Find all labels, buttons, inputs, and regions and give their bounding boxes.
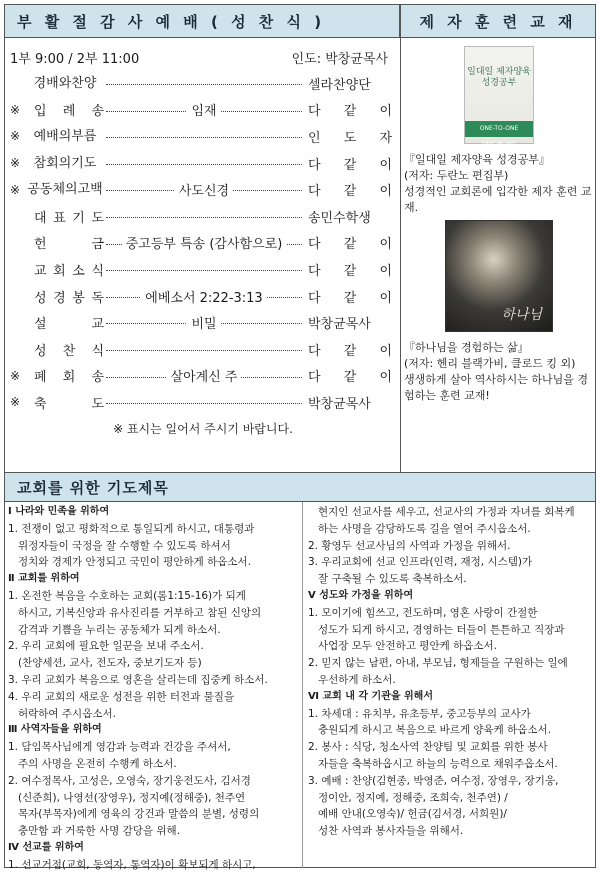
prayer-line: 1. 온전한 복음을 수호하는 교회(롬1:15-16)가 되게 [8,589,246,602]
order-item-name [30,77,100,90]
order-item-char: 성 [34,343,47,359]
order-item-content-text: 임재 [187,104,220,119]
order-item-char: 성 [34,290,47,306]
order-person-char: 같 [343,157,357,173]
prayer-line: 위정자들이 국정을 잘 수행할 수 있도록 하셔서 [18,539,231,552]
stand-mark: ※ [10,395,21,410]
order-item-name [34,233,104,252]
order-item-char: 의 [58,128,72,144]
leader-dots [106,403,302,404]
order-item-char: 와 [58,75,72,91]
order-person-char: 같 [343,370,357,386]
prayer-line: 성찬 사역과 봉사자들을 위해서. [318,825,464,838]
order-item-char: 독 [91,290,104,306]
book-2-desc: 생생하게 살아 역사하시는 하나님을 경험하는 훈련 교재! [404,373,589,402]
prayer-line: 잘 구축될 수 있도록 축복하소서. [318,573,467,586]
stand-mark: ※ [10,102,21,117]
order-item-char: 입 [34,104,47,120]
order-item-char: 양 [83,75,97,91]
order-person-char: 인 [308,130,321,146]
material-title: 제 자 훈 련 교 재 [419,12,577,31]
prayer-line: 감격과 기쁨을 누리는 공동체가 되게 하소서. [18,623,221,636]
order-row [10,363,396,390]
prayer-line: 정치와 경제가 안정되고 국민이 평안하게 하옵소서. [18,556,252,569]
order-item-char: 축 [34,396,47,412]
book-cover-2 [445,220,553,332]
order-person-char: 다 [308,370,321,386]
book-1-name: 『일대일 제자양육 성경공부』 [404,153,550,166]
prayer-line: 충원되게 하시고 복음으로 바르게 양육케 하옵소서. [318,724,552,737]
order-item-char: 찬 [62,343,76,359]
order-item-char: 폐 [34,370,47,386]
order-item-person: 셀라찬양단 [308,77,371,93]
prayer-line: 2. 여수정목사, 고성은, 오영숙, 장기웅전도사, 김서경 [8,774,251,787]
order-item-char: 부 [71,128,84,144]
prayer-section-title: Ⅲ 사역자들을 위하여 [8,724,102,736]
order-item-char: 소 [72,263,85,279]
prayer-line: 2. 황영두 선교사님의 사역과 가정을 위해서. [308,539,511,552]
order-item-content-text: 사도신경 [175,184,233,199]
order-item-person [308,366,392,385]
worship-title: 부 활 절 감 사 예 배 ( 성 찬 식 ) [17,12,326,31]
leader-dots [106,350,302,351]
order-item-name [34,100,104,119]
order-item-char: 공 [27,182,40,198]
order-item-content [106,180,302,199]
stand-mark: ※ [10,129,21,144]
material-header [400,4,596,38]
prayer-line: 우선하게 하소서. [318,673,396,686]
time-row [10,44,396,70]
prayer-line: 하는 사명을 감당하도록 길을 열어 주시옵소서. [318,522,531,535]
order-person-char: 다 [308,290,321,306]
prayer-line: 목자(부목자)에게 영육의 강건과 말씀의 분별, 성령의 [18,808,260,821]
order-person-char: 같 [343,104,357,120]
order-item-char: 송 [91,104,104,120]
order-item-char: 름 [83,128,97,144]
prayer-line: 1. 전쟁이 없고 평화적으로 통일되게 하시고, 대통령과 [8,522,255,535]
order-person-char: 자 [379,130,392,146]
order-item-char: 송 [91,370,104,386]
order-item-content-text: 에베소서 2:22-3:13 [141,291,266,306]
prayer-section-title: Ⅵ 교회 내 각 기관을 위해서 [308,690,433,702]
order-item-char: 회 [46,155,59,171]
book-cover-1-title: 일대일 제자양육 성경공부 [467,67,531,88]
order-item-content [106,313,302,332]
book-2-name: 『하나님을 경험하는 삶』 [404,341,529,354]
prayer-line: (찬양세션, 교사, 전도자, 중보기도자 등) [18,657,202,670]
order-row [10,283,396,310]
prayer-line: 1. 선교거점(교회, 동역자, 통역자)이 확보되게 하시고, [8,858,256,871]
prayer-section-title: Ⅱ 교회를 위하여 [8,573,80,585]
order-row [10,176,396,203]
order-item-char: 대 [34,210,47,226]
order-item-char: 회 [62,370,76,386]
standing-note: ※ 표시는 일어서 주시기 바랍니다. [113,421,293,436]
order-row [10,336,396,363]
order-item-name [34,207,104,226]
order-person-char: 이 [379,343,392,359]
leader-dots [106,164,302,165]
order-item-name [34,393,104,412]
order-row [10,230,396,257]
prayer-line: 주의 사명을 온전히 수행케 하소서. [18,757,177,770]
prayer-line: 정이안, 정지예, 정해중, 조희숙, 천주연) / [318,791,508,804]
order-item-char: 백 [90,182,103,198]
order-item-name [27,182,103,198]
order-item-name [34,287,104,306]
order-item-person [308,260,392,279]
leader-dots [106,270,302,271]
prayer-list-left [8,504,300,872]
order-person-char: 다 [308,263,321,279]
order-item-char: 회 [53,263,66,279]
stand-mark: ※ [10,156,21,171]
order-item-person: 박창균목사 [308,317,371,333]
order-item-char: 도 [83,155,97,171]
order-row [10,389,396,416]
order-person-char: 이 [379,237,392,253]
column-divider [400,38,401,472]
stand-mark: ※ [10,368,21,383]
order-item-person [308,100,392,119]
order-item-char: 봉 [72,290,85,306]
order-item-name [34,340,104,359]
order-item-content-text: 살아계신 주 [167,370,242,385]
prayer-line: 2. 믿지 않는 남편, 아내, 부모님, 형제들을 구원하는 일에 [308,657,568,670]
book-cover-1-band: ONE-TO-ONE DISCIPLING [465,121,533,137]
order-person-char: 같 [343,290,357,306]
order-item-content [106,287,302,306]
order-person-char: 다 [308,104,321,120]
prayer-line: 1. 모이기에 힘쓰고, 전도하며, 영혼 사랑이 간절한 [308,606,538,619]
order-person-char: 이 [379,263,392,279]
order-item-person [308,287,392,306]
prayer-line: 예배 안내(오영숙)/ 헌금(김서경, 서희원)/ [318,808,507,821]
stand-mark: ※ [10,182,21,197]
order-person-char: 같 [343,184,357,200]
order-item-char: 기 [71,155,84,171]
order-person-char: 같 [343,263,357,279]
prayer-section-title: Ⅰ 나라와 민족을 위하여 [8,506,110,517]
order-item-person: 박창균목사 [308,396,371,412]
order-person-char: 도 [343,130,357,146]
order-item-char: 표 [53,210,66,226]
order-item-char: 배 [46,128,59,144]
order-item-char: 경 [33,75,47,91]
order-item-char: 설 [34,317,47,333]
prayer-line: 2. 우리 교회에 필요한 일꾼을 보내 주소서. [8,640,204,653]
prayer-line: 자들을 축복하옵시고 하늘의 능력으로 채워주옵소서. [318,757,558,770]
order-person-char: 이 [379,184,392,200]
service-time: 1부 9:00 / 2부 11:00 [10,51,140,67]
order-item-char: 동 [39,182,53,198]
order-list [10,70,396,416]
prayer-section-title: Ⅳ 선교를 위하여 [8,841,84,853]
prayer-line: 1. 담임목사님에게 영감과 능력과 건강을 주셔서, [8,741,231,754]
order-item-char: 경 [53,290,66,306]
order-item-content [106,233,302,252]
book-1-desc: 성경적인 교회론에 입각한 제자 훈련 교재. [404,185,592,214]
order-item-char: 예 [33,128,47,144]
order-item-content-text: 중고등부 특송 (감사함으로) [122,237,287,252]
order-item-person [308,180,392,199]
order-person-char: 다 [308,343,321,359]
order-person-char: 이 [379,290,392,306]
order-item-char: 참 [33,155,47,171]
order-item-char: 금 [91,237,104,253]
order-person-char: 같 [343,237,357,253]
order-row [10,203,396,230]
order-person-char: 이 [379,157,392,173]
order-item-content [106,100,302,119]
prayer-line: 성도가 되게 하시고, 경영하는 터들이 튼튼하고 직장과 [318,623,565,636]
prayer-line: 3. 우리교회에 선교 인프라(인력, 재정, 시스템)가 [308,556,533,569]
order-of-worship [10,44,396,437]
order-item-name [34,366,104,385]
order-item-char: 찬 [71,75,84,91]
prayer-divider [302,502,303,868]
order-person-char: 다 [308,157,321,173]
book-cover-1 [464,46,534,148]
prayer-header [4,472,596,502]
order-item-char: 례 [62,104,76,120]
order-item-char: 고 [77,182,91,198]
order-item-char: 교 [91,317,104,333]
leader-dots [106,84,302,85]
service-leader: 인도: 박창균목사 [291,51,388,67]
order-item-name [34,260,104,279]
order-item-char: 체 [52,182,65,198]
order-item-content-text: 비밀 [187,317,220,332]
order-row [10,70,396,97]
prayer-list-right [308,504,594,840]
order-row [10,150,396,177]
order-item-person [308,340,392,359]
order-item-person: 송민수학생 [308,210,371,226]
order-item-char: 배 [46,75,59,91]
order-person-char: 이 [379,370,392,386]
order-item-char: 의 [58,155,72,171]
order-item-char: 의 [65,182,78,198]
order-person-char: 같 [343,343,357,359]
prayer-line: 1. 차세대 : 유치부, 유초등부, 중고등부의 교사가 [308,707,531,720]
order-person-char: 다 [308,237,321,253]
prayer-line: 현지인 선교사를 세우고, 선교사의 가정과 자녀를 회복케 [318,506,575,518]
order-person-char: 이 [379,104,392,120]
order-item-person [308,127,392,146]
leader-dots [106,137,302,138]
prayer-line: 2. 봉사 : 식당, 청소사역 찬양팀 및 교회를 위한 봉사 [308,741,548,754]
training-material [404,42,594,408]
prayer-line: 충만함 과 거룩한 사명 감당을 위해. [18,825,181,838]
book-2-author: (저자: 헨리 블랙가비, 클로드 킹 외) [404,357,576,370]
order-item-char: 도 [91,396,104,412]
order-item-char: 기 [72,210,85,226]
order-item-name [30,130,100,143]
order-row [10,123,396,150]
prayer-line: 3. 우리 교회가 복음으로 영혼을 살리는데 집중케 하소서. [8,673,268,686]
leader-dots [106,217,302,218]
prayer-line: 하시고, 기복신앙과 유사진리를 거부하고 참된 신앙의 [18,606,262,619]
prayer-line: 허락하여 주시옵소서. [18,707,116,720]
prayer-title: 교회를 위한 기도제목 [17,478,169,497]
order-item-name [30,157,100,170]
order-row [10,309,396,336]
order-item-char: 도 [91,210,104,226]
order-item-person [308,233,392,252]
book-1-author: (저자: 두란노 편집부) [404,169,509,182]
order-row [10,97,396,124]
prayer-line: 사업장 모두 안전하고 평안케 하옵소서. [318,640,497,653]
prayer-line: 4. 우리 교회의 새로운 성전을 위한 터전과 물질을 [8,690,235,703]
order-item-content [106,366,302,385]
order-item-char: 식 [91,263,104,279]
prayer-line: 3. 예배 : 찬양(김현종, 박영준, 여수정, 장영우, 장기웅, [308,774,559,787]
order-item-name [34,313,104,332]
order-item-char: 헌 [34,237,47,253]
worship-header [4,4,400,38]
order-item-char: 교 [34,263,47,279]
order-person-char: 다 [308,184,321,200]
order-item-person [308,154,392,173]
book-cover-2-title: 하나님 [501,307,542,323]
prayer-line: (신준희), 나영선(장영우), 정지예(정해중), 천주연 [18,791,246,804]
prayer-section-title: Ⅴ 성도와 가정을 위하여 [308,589,414,601]
order-row [10,256,396,283]
order-item-char: 식 [91,343,104,359]
